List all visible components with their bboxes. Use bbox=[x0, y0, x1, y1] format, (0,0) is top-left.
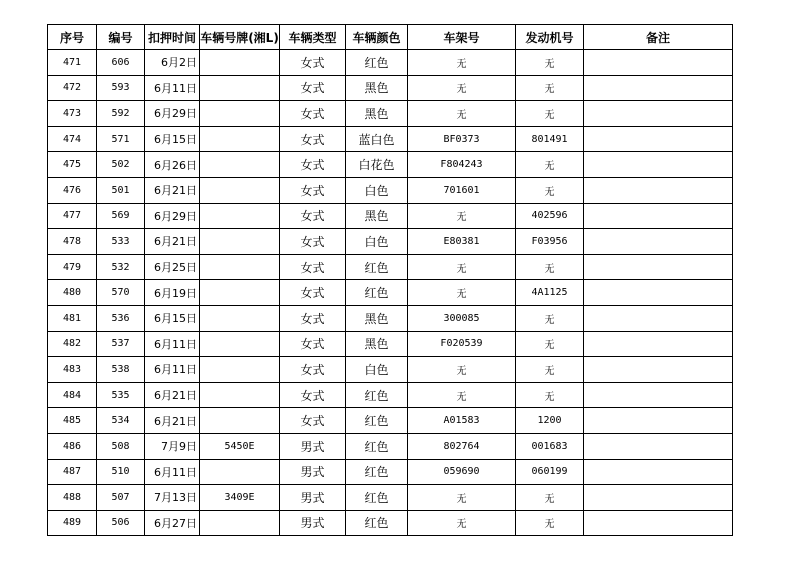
cell-engine-no: 402596 bbox=[516, 203, 584, 229]
cell-plate bbox=[200, 510, 280, 536]
cell-color: 红色 bbox=[346, 459, 408, 485]
cell-plate: 3409E bbox=[200, 485, 280, 511]
table-row bbox=[48, 459, 733, 485]
cell-engine-no: 无 bbox=[516, 485, 584, 511]
cell-plate bbox=[200, 305, 280, 331]
table-row bbox=[48, 75, 733, 101]
cell-serial: 478 bbox=[48, 229, 97, 255]
cell-color: 红色 bbox=[346, 485, 408, 511]
cell-frame-no: 无 bbox=[408, 50, 516, 76]
cell-plate bbox=[200, 152, 280, 178]
cell-seize-date: 6月19日 bbox=[145, 280, 200, 306]
cell-color: 白色 bbox=[346, 177, 408, 203]
cell-color: 白色 bbox=[346, 229, 408, 255]
cell-color: 黑色 bbox=[346, 203, 408, 229]
cell-seize-date: 6月26日 bbox=[145, 152, 200, 178]
cell-frame-no: 802764 bbox=[408, 433, 516, 459]
cell-code: 535 bbox=[97, 382, 145, 408]
cell-serial: 474 bbox=[48, 126, 97, 152]
table-row bbox=[48, 254, 733, 280]
header-code: 编号 bbox=[97, 25, 145, 50]
cell-engine-no: 4A1125 bbox=[516, 280, 584, 306]
cell-seize-date: 6月11日 bbox=[145, 331, 200, 357]
cell-engine-no: 无 bbox=[516, 382, 584, 408]
cell-remarks bbox=[584, 229, 733, 255]
cell-code: 536 bbox=[97, 305, 145, 331]
cell-seize-date: 6月29日 bbox=[145, 203, 200, 229]
cell-type: 女式 bbox=[280, 50, 346, 76]
cell-seize-date: 6月15日 bbox=[145, 126, 200, 152]
cell-seize-date: 7月13日 bbox=[145, 485, 200, 511]
cell-remarks bbox=[584, 357, 733, 383]
cell-type: 女式 bbox=[280, 331, 346, 357]
cell-code: 510 bbox=[97, 459, 145, 485]
cell-remarks bbox=[584, 50, 733, 76]
table-row bbox=[48, 382, 733, 408]
cell-type: 女式 bbox=[280, 203, 346, 229]
cell-serial: 487 bbox=[48, 459, 97, 485]
cell-code: 506 bbox=[97, 510, 145, 536]
cell-serial: 472 bbox=[48, 75, 97, 101]
cell-type: 男式 bbox=[280, 485, 346, 511]
table-row bbox=[48, 126, 733, 152]
cell-frame-no: 701601 bbox=[408, 177, 516, 203]
cell-color: 红色 bbox=[346, 382, 408, 408]
cell-seize-date: 6月21日 bbox=[145, 229, 200, 255]
cell-plate bbox=[200, 177, 280, 203]
cell-color: 红色 bbox=[346, 50, 408, 76]
cell-frame-no: 无 bbox=[408, 75, 516, 101]
cell-color: 黑色 bbox=[346, 331, 408, 357]
header-engine-no: 发动机号 bbox=[516, 25, 584, 50]
cell-plate bbox=[200, 357, 280, 383]
cell-remarks bbox=[584, 510, 733, 536]
cell-type: 女式 bbox=[280, 126, 346, 152]
cell-frame-no: 无 bbox=[408, 203, 516, 229]
cell-remarks bbox=[584, 152, 733, 178]
cell-type: 女式 bbox=[280, 254, 346, 280]
cell-type: 男式 bbox=[280, 433, 346, 459]
header-color: 车辆颜色 bbox=[346, 25, 408, 50]
cell-plate bbox=[200, 280, 280, 306]
cell-code: 501 bbox=[97, 177, 145, 203]
cell-seize-date: 6月21日 bbox=[145, 408, 200, 434]
cell-remarks bbox=[584, 485, 733, 511]
cell-type: 女式 bbox=[280, 408, 346, 434]
cell-color: 蓝白色 bbox=[346, 126, 408, 152]
cell-serial: 479 bbox=[48, 254, 97, 280]
cell-code: 507 bbox=[97, 485, 145, 511]
cell-color: 黑色 bbox=[346, 101, 408, 127]
cell-frame-no: 059690 bbox=[408, 459, 516, 485]
cell-color: 黑色 bbox=[346, 305, 408, 331]
table-row bbox=[48, 152, 733, 178]
cell-frame-no: F020539 bbox=[408, 331, 516, 357]
cell-engine-no: 无 bbox=[516, 254, 584, 280]
table-row bbox=[48, 280, 733, 306]
header-type: 车辆类型 bbox=[280, 25, 346, 50]
cell-type: 女式 bbox=[280, 152, 346, 178]
cell-type: 女式 bbox=[280, 229, 346, 255]
cell-type: 女式 bbox=[280, 75, 346, 101]
cell-engine-no: 无 bbox=[516, 357, 584, 383]
cell-remarks bbox=[584, 459, 733, 485]
table-row bbox=[48, 510, 733, 536]
cell-plate bbox=[200, 254, 280, 280]
cell-serial: 485 bbox=[48, 408, 97, 434]
cell-seize-date: 6月21日 bbox=[145, 177, 200, 203]
cell-serial: 480 bbox=[48, 280, 97, 306]
cell-color: 黑色 bbox=[346, 75, 408, 101]
cell-type: 男式 bbox=[280, 459, 346, 485]
cell-engine-no: 无 bbox=[516, 75, 584, 101]
cell-engine-no: 无 bbox=[516, 305, 584, 331]
cell-frame-no: 无 bbox=[408, 101, 516, 127]
cell-remarks bbox=[584, 101, 733, 127]
cell-seize-date: 6月11日 bbox=[145, 459, 200, 485]
cell-engine-no: 1200 bbox=[516, 408, 584, 434]
cell-serial: 488 bbox=[48, 485, 97, 511]
cell-code: 570 bbox=[97, 280, 145, 306]
cell-remarks bbox=[584, 433, 733, 459]
cell-code: 569 bbox=[97, 203, 145, 229]
cell-frame-no: 无 bbox=[408, 280, 516, 306]
cell-seize-date: 7月9日 bbox=[145, 433, 200, 459]
cell-color: 红色 bbox=[346, 408, 408, 434]
header-seize-date: 扣押时间 bbox=[145, 25, 200, 50]
cell-color: 白色 bbox=[346, 357, 408, 383]
cell-code: 593 bbox=[97, 75, 145, 101]
cell-remarks bbox=[584, 408, 733, 434]
cell-plate bbox=[200, 408, 280, 434]
cell-code: 502 bbox=[97, 152, 145, 178]
cell-type: 女式 bbox=[280, 305, 346, 331]
cell-remarks bbox=[584, 305, 733, 331]
cell-frame-no: 无 bbox=[408, 485, 516, 511]
cell-engine-no: 无 bbox=[516, 510, 584, 536]
cell-code: 533 bbox=[97, 229, 145, 255]
cell-serial: 484 bbox=[48, 382, 97, 408]
cell-type: 男式 bbox=[280, 510, 346, 536]
cell-code: 508 bbox=[97, 433, 145, 459]
cell-remarks bbox=[584, 280, 733, 306]
table-row bbox=[48, 101, 733, 127]
cell-frame-no: F804243 bbox=[408, 152, 516, 178]
cell-engine-no: F03956 bbox=[516, 229, 584, 255]
table-row bbox=[48, 357, 733, 383]
table-row bbox=[48, 408, 733, 434]
cell-frame-no: BF0373 bbox=[408, 126, 516, 152]
cell-engine-no: 060199 bbox=[516, 459, 584, 485]
cell-seize-date: 6月11日 bbox=[145, 357, 200, 383]
cell-serial: 483 bbox=[48, 357, 97, 383]
cell-color: 红色 bbox=[346, 254, 408, 280]
cell-plate bbox=[200, 50, 280, 76]
cell-code: 538 bbox=[97, 357, 145, 383]
cell-plate bbox=[200, 101, 280, 127]
cell-engine-no: 无 bbox=[516, 50, 584, 76]
cell-frame-no: A01583 bbox=[408, 408, 516, 434]
cell-seize-date: 6月15日 bbox=[145, 305, 200, 331]
table-row bbox=[48, 203, 733, 229]
cell-code: 534 bbox=[97, 408, 145, 434]
cell-frame-no: E80381 bbox=[408, 229, 516, 255]
cell-serial: 482 bbox=[48, 331, 97, 357]
cell-serial: 477 bbox=[48, 203, 97, 229]
table-row bbox=[48, 177, 733, 203]
table-header-row bbox=[48, 25, 733, 50]
cell-engine-no: 001683 bbox=[516, 433, 584, 459]
cell-frame-no: 无 bbox=[408, 382, 516, 408]
table-row bbox=[48, 485, 733, 511]
cell-plate bbox=[200, 126, 280, 152]
cell-type: 女式 bbox=[280, 382, 346, 408]
table-row bbox=[48, 305, 733, 331]
cell-seize-date: 6月11日 bbox=[145, 75, 200, 101]
cell-remarks bbox=[584, 382, 733, 408]
cell-seize-date: 6月21日 bbox=[145, 382, 200, 408]
cell-frame-no: 无 bbox=[408, 254, 516, 280]
cell-remarks bbox=[584, 177, 733, 203]
table-row bbox=[48, 50, 733, 76]
cell-color: 红色 bbox=[346, 433, 408, 459]
cell-color: 白花色 bbox=[346, 152, 408, 178]
cell-plate bbox=[200, 203, 280, 229]
table-row bbox=[48, 433, 733, 459]
cell-code: 606 bbox=[97, 50, 145, 76]
cell-engine-no: 无 bbox=[516, 152, 584, 178]
cell-frame-no: 无 bbox=[408, 357, 516, 383]
cell-seize-date: 6月2日 bbox=[145, 50, 200, 76]
cell-serial: 473 bbox=[48, 101, 97, 127]
cell-color: 红色 bbox=[346, 510, 408, 536]
cell-seize-date: 6月25日 bbox=[145, 254, 200, 280]
cell-serial: 471 bbox=[48, 50, 97, 76]
cell-serial: 486 bbox=[48, 433, 97, 459]
cell-type: 女式 bbox=[280, 357, 346, 383]
header-remarks: 备注 bbox=[584, 25, 733, 50]
cell-engine-no: 801491 bbox=[516, 126, 584, 152]
cell-plate bbox=[200, 229, 280, 255]
cell-engine-no: 无 bbox=[516, 331, 584, 357]
cell-remarks bbox=[584, 331, 733, 357]
cell-plate bbox=[200, 459, 280, 485]
cell-code: 571 bbox=[97, 126, 145, 152]
cell-remarks bbox=[584, 126, 733, 152]
cell-remarks bbox=[584, 254, 733, 280]
cell-engine-no: 无 bbox=[516, 101, 584, 127]
cell-remarks bbox=[584, 203, 733, 229]
cell-serial: 481 bbox=[48, 305, 97, 331]
cell-type: 女式 bbox=[280, 280, 346, 306]
cell-remarks bbox=[584, 75, 733, 101]
cell-color: 红色 bbox=[346, 280, 408, 306]
table-row bbox=[48, 229, 733, 255]
cell-code: 592 bbox=[97, 101, 145, 127]
cell-serial: 476 bbox=[48, 177, 97, 203]
cell-serial: 489 bbox=[48, 510, 97, 536]
cell-code: 532 bbox=[97, 254, 145, 280]
cell-frame-no: 无 bbox=[408, 510, 516, 536]
cell-plate: 5450E bbox=[200, 433, 280, 459]
cell-plate bbox=[200, 75, 280, 101]
cell-serial: 475 bbox=[48, 152, 97, 178]
cell-plate bbox=[200, 382, 280, 408]
cell-type: 女式 bbox=[280, 101, 346, 127]
cell-code: 537 bbox=[97, 331, 145, 357]
vehicle-record-table bbox=[47, 24, 733, 536]
cell-seize-date: 6月29日 bbox=[145, 101, 200, 127]
header-serial: 序号 bbox=[48, 25, 97, 50]
cell-plate bbox=[200, 331, 280, 357]
header-frame-no: 车架号 bbox=[408, 25, 516, 50]
cell-type: 女式 bbox=[280, 177, 346, 203]
table-row bbox=[48, 331, 733, 357]
cell-seize-date: 6月27日 bbox=[145, 510, 200, 536]
cell-engine-no: 无 bbox=[516, 177, 584, 203]
cell-frame-no: 300085 bbox=[408, 305, 516, 331]
header-plate: 车辆号牌(湘L) bbox=[200, 25, 280, 50]
